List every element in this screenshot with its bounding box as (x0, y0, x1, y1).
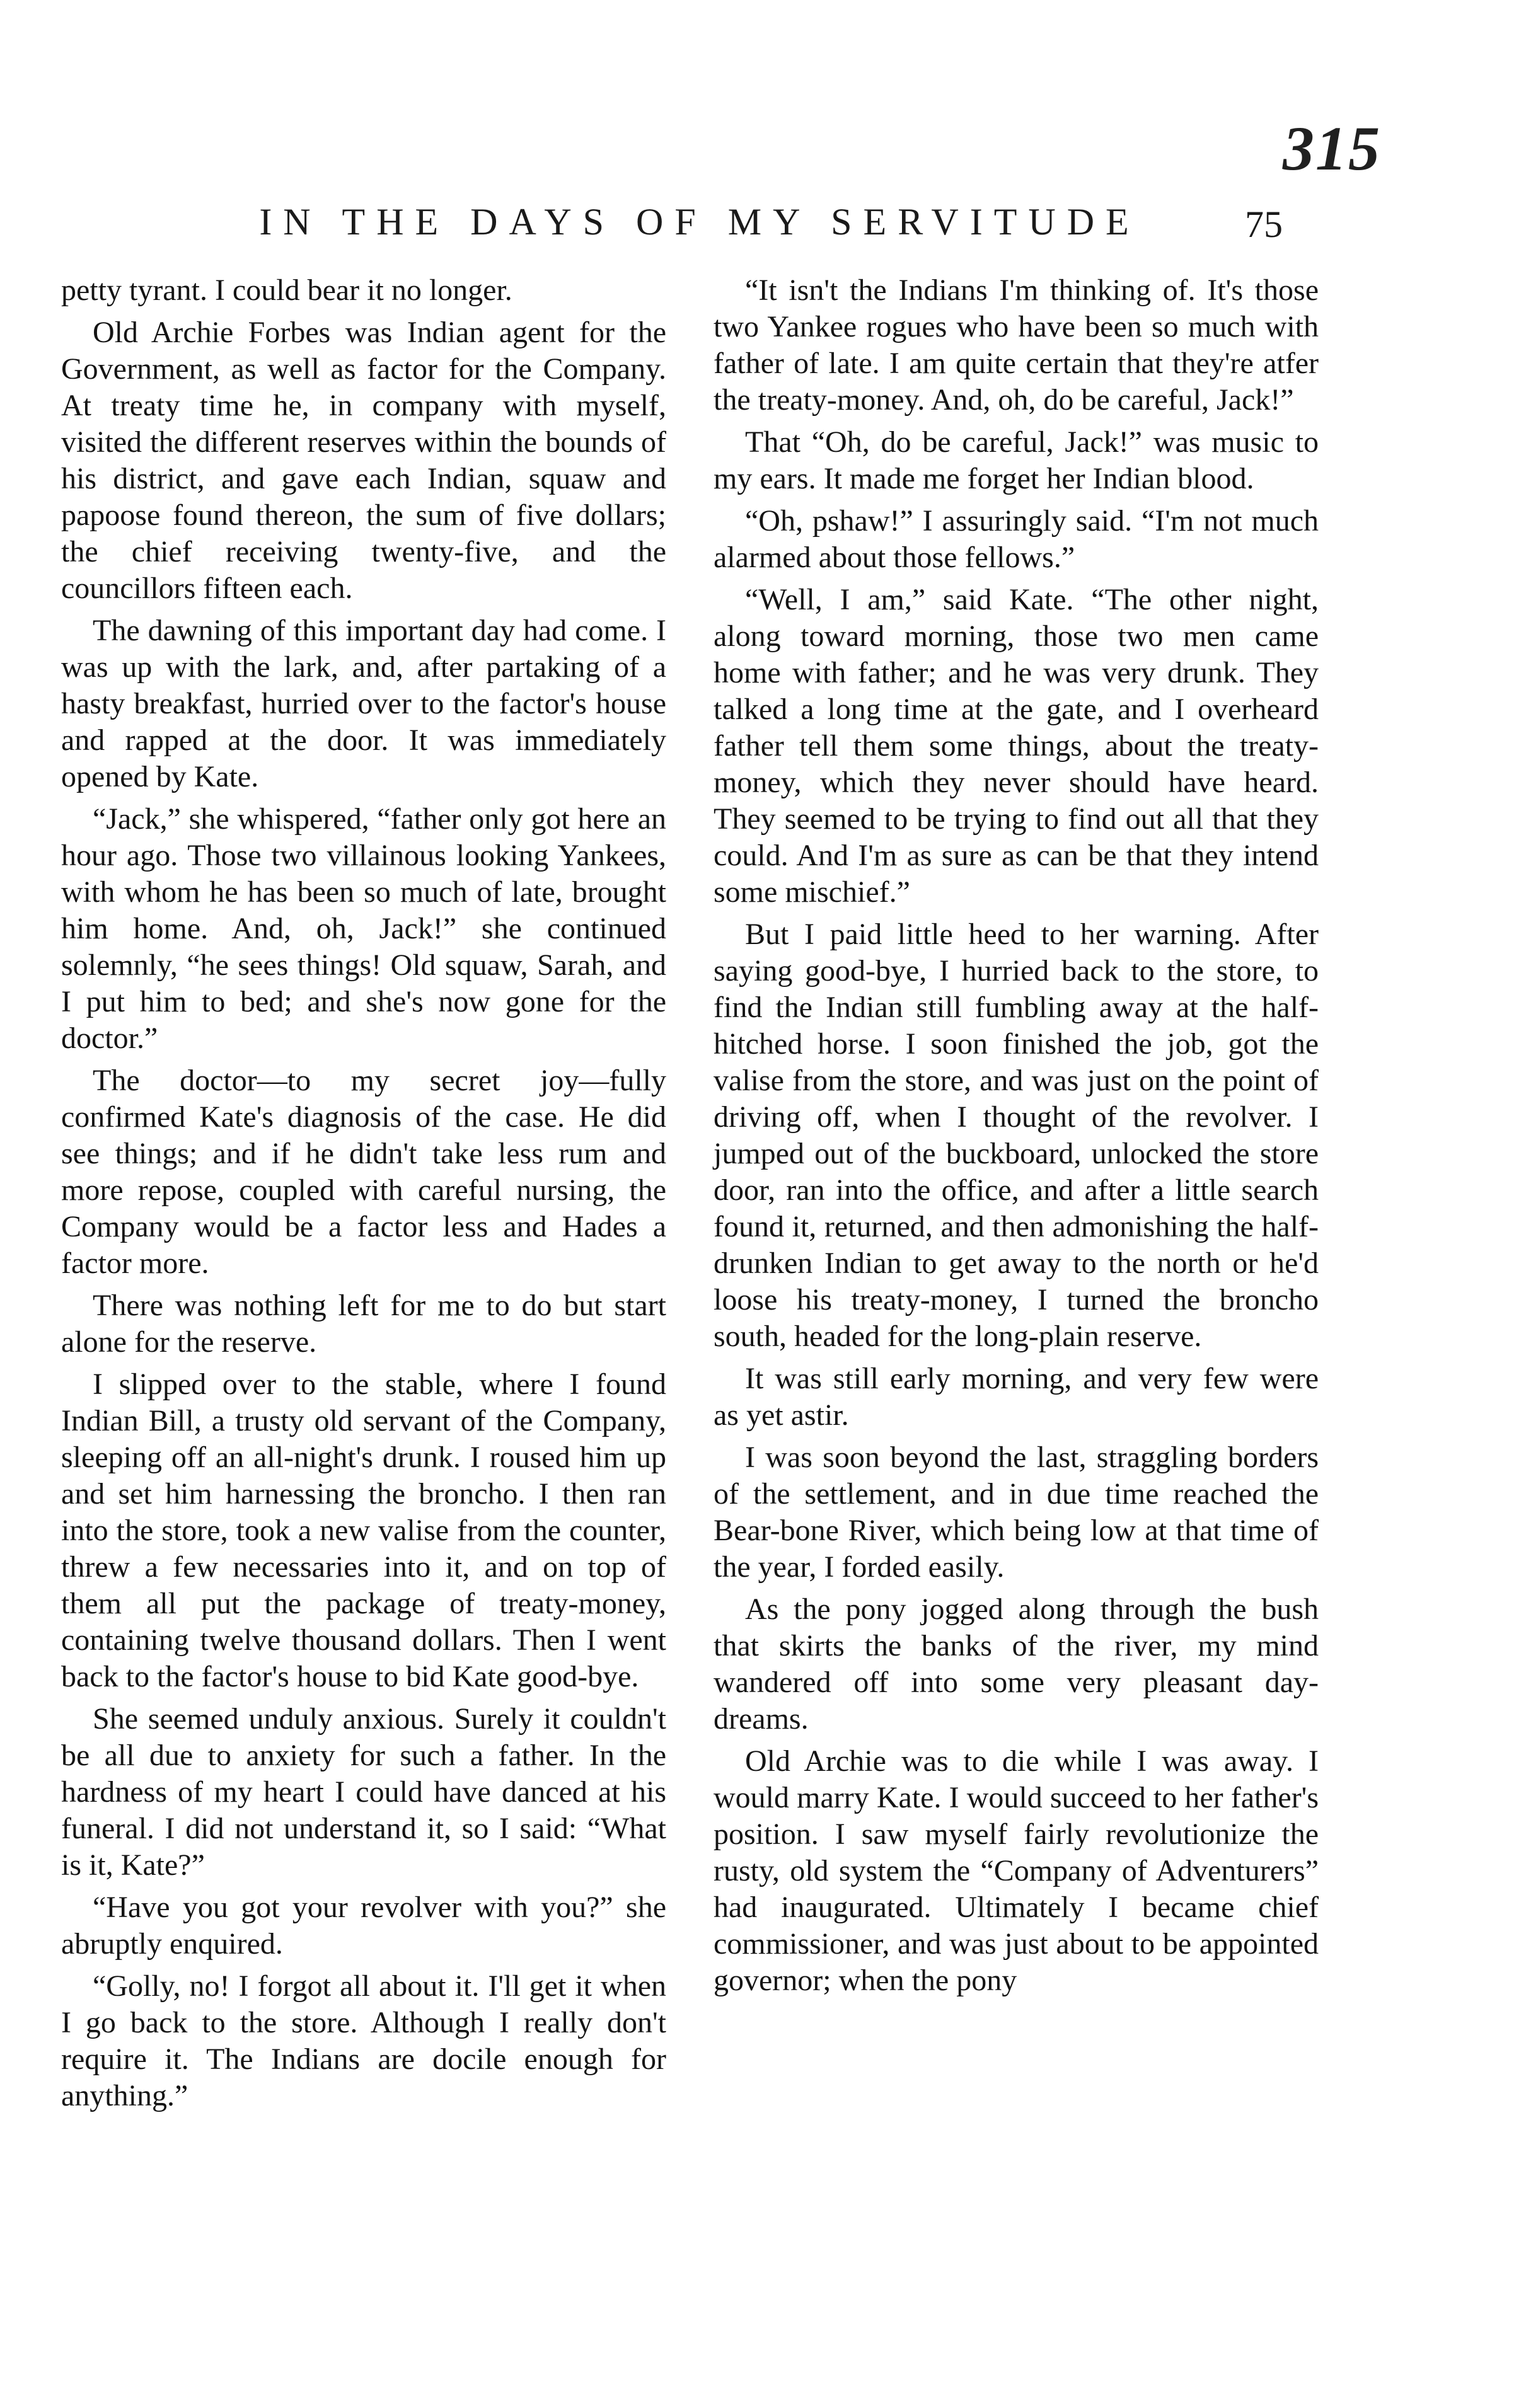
handwritten-folio-number: 315 (1283, 113, 1381, 183)
paragraph: I was soon beyond the last, straggling borders of the settlement, and in due time reached the Bear-bone River, which being low at that time of the year, I forded easily. (714, 1441, 1319, 1584)
paragraph: “Well, I am,” said Kate. “The other night, along toward morning, those two men came home with father; and he was very drunk. They talked a long time at the gate, and I overheard father tell them some things, about the treaty-money, which they never should have heard. They seemed to be trying to find out all that they could. And I'm as sure as can be that they intend some mischief.” (714, 583, 1319, 909)
paragraph: Old Archie Forbes was Indian agent for the Government, as well as factor for the Company. At treaty time he, in company with myself, visited the different reserves within the bounds of his district, and gave each Indian, squaw and papoose found thereon, the sum of five dollars; the chief receiving twenty-five, and the councillors fifteen each. (61, 316, 666, 605)
paragraph: Old Archie was to die while I was away. I would marry Kate. I would succeed to her father's position. I saw myself fairly revolutionize the rusty, old system the “Company of Adventurers” had inaugurated. Ultimately I became chief commissioner, and was just about to be appointed governor; when the pony (714, 1744, 1319, 1997)
paragraph: “Have you got your revolver with you?” she abruptly enquired. (61, 1891, 666, 1961)
page-number: 75 (1245, 204, 1283, 245)
running-head-title: IN THE DAYS OF MY SERVITUDE (259, 201, 1140, 243)
paragraph: But I paid little heed to her warning. After saying good-bye, I hurried back to the store, to find the Indian still fumbling away at the half-hitched horse. I soon finished the job, got the valise from the store, and was just on the point of driving off, when I thought of the revolver. I jumped out of the buckboard, unlocked the store door, ran into the office, and after a little search found it, returned, and then admonishing the half-drunken Indian to get away to the north or he'd loose his treaty-money, I turned the broncho south, headed for the long-plain reserve. (714, 918, 1319, 1353)
left-text-column (61, 272, 666, 2120)
paragraph: “It isn't the Indians I'm thinking of. It's those two Yankee rogues who have been so much with father of late. I am quite certain that they're atfer the treaty-money. And, oh, do be careful, Jack!” (714, 274, 1319, 417)
right-text-column (714, 272, 1319, 2005)
paragraph: There was nothing left for me to do but start alone for the reserve. (61, 1289, 666, 1359)
paragraph: “Jack,” she whispered, “father only got here an hour ago. Those two villainous looking Yankees, with whom he has been so much of late, brought him home. And, oh, Jack!” she continued solemnly, “he sees things! Old squaw, Sarah, and I put him to bed; and she's now gone for the doctor.” (61, 802, 666, 1055)
paragraph: “Golly, no! I forgot all about it. I'll get it when I go back to the store. Although I really don't require it. The Indians are docile enough for anything.” (61, 1969, 666, 2112)
paragraph: petty tyrant. I could bear it no longer. (61, 274, 512, 307)
paragraph: As the pony jogged along through the bush that skirts the banks of the river, my mind wandered off into some very pleasant day-dreams. (714, 1593, 1319, 1736)
paragraph: It was still early morning, and very few were as yet astir. (714, 1362, 1319, 1432)
paragraph: The dawning of this important day had come. I was up with the lark, and, after partaking of a hasty breakfast, hurried over to the factor's house and rapped at the door. It was immediately opened by Kate. (61, 614, 666, 793)
paragraph: The doctor—to my secret joy—fully confirmed Kate's diagnosis of the case. He did see things; and if he didn't take less rum and more repose, coupled with careful nursing, the Company would be a factor less and Hades a factor more. (61, 1064, 666, 1280)
paragraph: That “Oh, do be careful, Jack!” was music to my ears. It made me forget her Indian blood. (714, 425, 1319, 495)
paragraph: I slipped over to the stable, where I found Indian Bill, a trusty old servant of the Company, sleeping off an all-night's drunk. I roused him up and set him harnessing the broncho. I then ran into the store, took a new valise from the counter, threw a few necessaries into it, and on top of them all put the package of treaty-money, containing twelve thousand dollars. Then I went back to the factor's house to bid Kate good-bye. (61, 1368, 666, 1693)
paragraph: “Oh, pshaw!” I assuringly said. “I'm not much alarmed about those fellows.” (714, 504, 1319, 574)
paragraph: She seemed unduly anxious. Surely it couldn't be all due to anxiety for such a father. In the hardness of my heart I could have danced at his funeral. I did not understand it, so I said: “What is it, Kate?” (61, 1702, 666, 1882)
